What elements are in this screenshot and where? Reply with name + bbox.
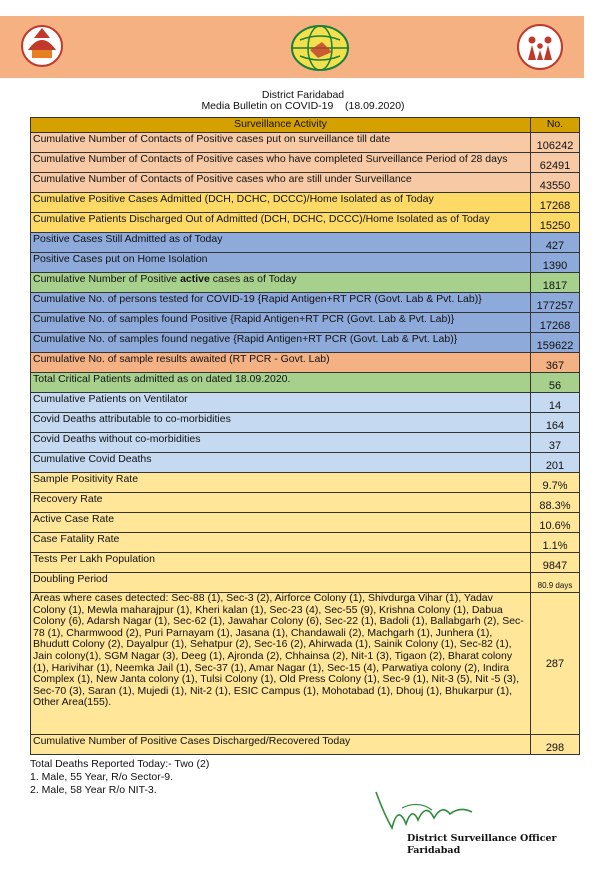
bulletin-date: Media Bulletin on COVID-19 (18.09.2020) [201, 100, 405, 112]
row-label: Sample Positivity Rate [31, 473, 531, 493]
row-value: 298 [531, 735, 580, 755]
table-row [31, 573, 580, 593]
row-value: 10.6% [531, 513, 580, 533]
table-row [31, 333, 580, 353]
column-header-no: No. [531, 118, 580, 133]
officer-title: District Surveillance Officer [407, 833, 557, 844]
deaths-footer [30, 758, 209, 797]
table-row [31, 273, 580, 293]
row-value: 17268 [531, 193, 580, 213]
table-row [31, 533, 580, 553]
row-label: Covid Deaths attributable to co-morbidities [31, 413, 531, 433]
table-row [31, 593, 580, 735]
row-value: 287 [531, 593, 580, 735]
surveillance-table [30, 117, 580, 755]
header-band [0, 16, 584, 78]
row-value: 1390 [531, 253, 580, 273]
row-value: 9.7% [531, 473, 580, 493]
row-value: 367 [531, 353, 580, 373]
row-value: 37 [531, 433, 580, 453]
table-row [31, 393, 580, 413]
row-value: 159622 [531, 333, 580, 353]
row-label: Case Fatality Rate [31, 533, 531, 553]
row-label: Areas where cases detected: Sec-88 (1), Sec-3 (2), Airforce Colony (1), Shivdurga Vihar (1), Yadav Colony (1), Mewla maharajpur (1), Kheri kalan (1), Sec-23 (4), Sec-55 (9), Krishna Colony (1), Dabua Colony (6), Adarsh Nagar (1), Sec-62 (1), Jawahar Colony (6), Sec-22 (1), Badoli (1), Ballabgarh (2), Sec-78 (1), Charmwood (2), Puri Parnayam (1), Jasana (1), Chandawali (2), Machgarh (1), Junhera (1), Bhudutt Colony (2), Dayalpur (1), Sehatpur (2), Sec-16 (2), Ahirwada (1), Sainik Colony (1), Sec-82 (1), Jain colony(1), SGM Nagar (3), Deeg (1), Ajronda (2), Chhainsa (2), Nit-1 (3), Tigaon (2), Bharat colony (1), Harivihar (1), Neemka Jail (1), Sec-37 (1), Amar Nagar (1), Sec-15 (4), Parwatiya colony (2), Indira Complex (1), New Janta colony (1), Tulsi Colony (1), Old Press Colony (1), Sec-9 (1), Nit-3 (5), Nit -5 (3), Sec-70 (3), Saran (1), Mujedi (1), Nit-2 (1), ESIC Campus (1), Mohotabad (1), Dhouj (1), Bhukarpur (1), Other Area(155). [31, 593, 531, 735]
row-label: Tests Per Lakh Population [31, 553, 531, 573]
table-row [31, 413, 580, 433]
row-label: Cumulative No. of sample results awaited (RT PCR - Govt. Lab) [31, 353, 531, 373]
district-name: District Faridabad [261, 89, 345, 101]
officer-place: Faridabad [407, 845, 461, 856]
table-row [31, 453, 580, 473]
deaths-title: Total Deaths Reported Today:- Two (2) [30, 758, 210, 770]
row-value: 177257 [531, 293, 580, 313]
row-value: 15250 [531, 213, 580, 233]
table-row [31, 193, 580, 213]
row-label: Covid Deaths without co-morbidities [31, 433, 531, 453]
row-label [31, 273, 531, 293]
bulletin-title [0, 90, 606, 112]
row-label-bold: active [180, 273, 210, 285]
row-value: 1.1% [531, 533, 580, 553]
table-row [31, 293, 580, 313]
table-row [31, 133, 580, 153]
row-label: Cumulative Number of Contacts of Positive cases put on surveillance till date [31, 133, 531, 153]
row-label: Cumulative Patients Discharged Out of Admitted (DCH, DCHC, DCCC)/Home Isolated as of Today [31, 213, 531, 233]
row-label: Cumulative No. of persons tested for COVID-19 {Rapid Antigen+RT PCR (Govt. Lab & Pvt. Lab)} [31, 293, 531, 313]
signature-icon [372, 784, 492, 834]
row-value: 427 [531, 233, 580, 253]
health-dept-logo-icon [512, 20, 568, 74]
table-header-row [31, 118, 580, 133]
table-row [31, 553, 580, 573]
row-value: 9847 [531, 553, 580, 573]
row-value: 43550 [531, 173, 580, 193]
row-label: Positive Cases Still Admitted as of Today [31, 233, 531, 253]
row-value: 201 [531, 453, 580, 473]
column-header-activity: Surveillance Activity [31, 118, 531, 133]
row-label-part: cases as of Today [209, 273, 297, 285]
row-value: 80.9 days [531, 573, 580, 593]
table-row [31, 735, 580, 755]
row-value: 17268 [531, 313, 580, 333]
row-value: 62491 [531, 153, 580, 173]
table-row [31, 353, 580, 373]
table-row [31, 153, 580, 173]
row-label: Cumulative No. of samples found Positive {Rapid Antigen+RT PCR (Govt. Lab & Pvt. Lab)} [31, 313, 531, 333]
row-value: 88.3% [531, 493, 580, 513]
death-entry-1: 1. Male, 55 Year, R/o Sector-9. [30, 771, 174, 783]
row-label: Recovery Rate [31, 493, 531, 513]
death-entry-2: 2. Male, 58 Year R/o NIT-3. [30, 784, 157, 796]
table-row [31, 373, 580, 393]
table-body [31, 133, 580, 755]
row-label: Cumulative Number of Contacts of Positive cases who have completed Surveillance Period of 28 days [31, 153, 531, 173]
table-row [31, 253, 580, 273]
row-value: 164 [531, 413, 580, 433]
row-value: 1817 [531, 273, 580, 293]
table-row [31, 473, 580, 493]
table-row [31, 173, 580, 193]
row-label: Positive Cases put on Home Isolation [31, 253, 531, 273]
row-label-part: Cumulative Number of Positive [33, 273, 181, 285]
row-label: Cumulative No. of samples found negative {Rapid Antigen+RT PCR (Govt. Lab & Pvt. Lab)} [31, 333, 531, 353]
globe-logo-icon [288, 20, 352, 74]
row-label: Cumulative Covid Deaths [31, 453, 531, 473]
table-row [31, 213, 580, 233]
table-row [31, 513, 580, 533]
row-label: Cumulative Number of Positive Cases Discharged/Recovered Today [31, 735, 531, 755]
row-value: 56 [531, 373, 580, 393]
haryana-emblem-icon [14, 20, 70, 74]
row-label: Total Critical Patients admitted as on dated 18.09.2020. [31, 373, 531, 393]
table-row [31, 433, 580, 453]
row-label: Active Case Rate [31, 513, 531, 533]
row-label: Cumulative Positive Cases Admitted (DCH, DCHC, DCCC)/Home Isolated as of Today [31, 193, 531, 213]
row-value: 14 [531, 393, 580, 413]
table-row [31, 493, 580, 513]
row-label: Doubling Period [31, 573, 531, 593]
row-value: 106242 [531, 133, 580, 153]
row-label: Cumulative Patients on Ventilator [31, 393, 531, 413]
row-label: Cumulative Number of Contacts of Positive cases who are still under Surveillance [31, 173, 531, 193]
officer-block [407, 833, 557, 857]
table-row [31, 313, 580, 333]
table-row [31, 233, 580, 253]
